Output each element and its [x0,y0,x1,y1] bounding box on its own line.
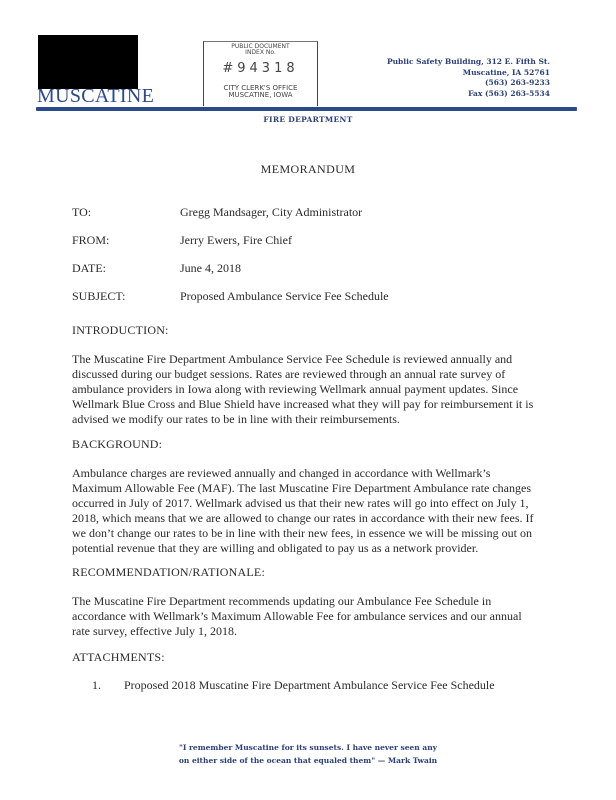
paragraph-line: potential revenue that they are willing and obligated to pay us as a network provider. [72,541,479,555]
paragraph-line: The Muscatine Fire Department Ambulance Service Fee Schedule is reviewed annually and [72,352,513,366]
public-document-stamp [203,41,318,106]
stamp-line-2: INDEX No. [245,49,276,56]
from-label: FROM: [72,233,110,247]
paragraph-line: we don’t change our rates to be in line with their new fees, in essence we will be missing out on [72,526,532,540]
memo-title: MEMORANDUM [260,162,356,176]
department-name: FIRE DEPARTMENT [263,115,353,124]
paragraph-line: discussed during our budget sessions. Rates are reviewed through an annual rate survey of [72,367,506,381]
date-label: DATE: [72,261,106,275]
department-address [387,57,550,99]
paragraph-line: Ambulance charges are reviewed annually and changed in accordance with Wellmark’s [72,466,491,480]
to-label: TO: [72,205,92,219]
paragraph-line: accordance with Wellmark’s Maximum Allowable Fee for ambulance services and our annual [72,609,522,623]
stamp-line-3: CITY CLERK'S OFFICE [223,84,298,92]
attachments-heading: ATTACHMENTS: [72,650,165,664]
date-value: June 4, 2018 [180,261,241,275]
redacted-logo-image [38,35,138,89]
background-heading: BACKGROUND: [72,437,163,451]
paragraph-line: Wellmark Blue Cross and Blue Shield have increased what they will pay for reimbursement it is [72,397,534,411]
recommendation-paragraph [72,594,562,639]
to-value: Gregg Mandsager, City Administrator [180,205,363,219]
address-fax: Fax (563) 263-5534 [468,88,550,98]
footer-quote [0,741,616,767]
attachment-number: 1. [92,678,101,692]
background-paragraph [72,466,562,556]
introduction-paragraph [72,352,562,427]
paragraph-line: The Muscatine Fire Department recommends updating our Ambulance Fee Schedule in [72,594,492,608]
subject-value: Proposed Ambulance Service Fee Schedule [180,289,389,303]
city-logo-text: MUSCATINE [37,85,155,107]
recommendation-heading: RECOMMENDATION/RATIONALE: [72,565,265,579]
paragraph-line: rate survey, effective July 1, 2018. [72,624,237,638]
quote-line-2: on either side of the ocean that equaled them" — Mark Twain [178,756,438,765]
introduction-heading: INTRODUCTION: [72,323,169,337]
address-line: Public Safety Building, 312 E. Fifth St. [386,57,550,66]
paragraph-line: ambulance providers in Iowa along with reviewing Wellmark annual payment updates. Since [72,382,519,396]
address-city: Muscatine, IA 52761 [462,67,550,77]
letterhead-divider [36,107,577,111]
paragraph-line: occurred in July of 2017. Wellmark advised us that their new rates will go into effect on July 1, [72,496,529,510]
address-phone: (563) 263-9233 [484,78,550,87]
paragraph-line: Maximum Allowable Fee (MAF). The last Muscatine Fire Department Ambulance rate changes [72,481,531,495]
stamp-line-1: PUBLIC DOCUMENT [231,43,290,50]
subject-label: SUBJECT: [72,289,126,303]
paragraph-line: advised we modify our rates to be in line with their reimbursements. [72,412,400,426]
from-value: Jerry Ewers, Fire Chief [180,233,292,247]
stamp-index-number: #94318 [222,61,299,76]
stamp-line-4: MUSCATINE, IOWA [228,91,293,99]
attachment-item: Proposed 2018 Muscatine Fire Department Ambulance Service Fee Schedule [124,678,495,692]
quote-line-1: "I remember Muscatine for its sunsets. I have never seen any [178,743,438,752]
paragraph-line: 2018, which means that we are allowed to change our rates in accordance with their new fees. If [72,511,534,525]
